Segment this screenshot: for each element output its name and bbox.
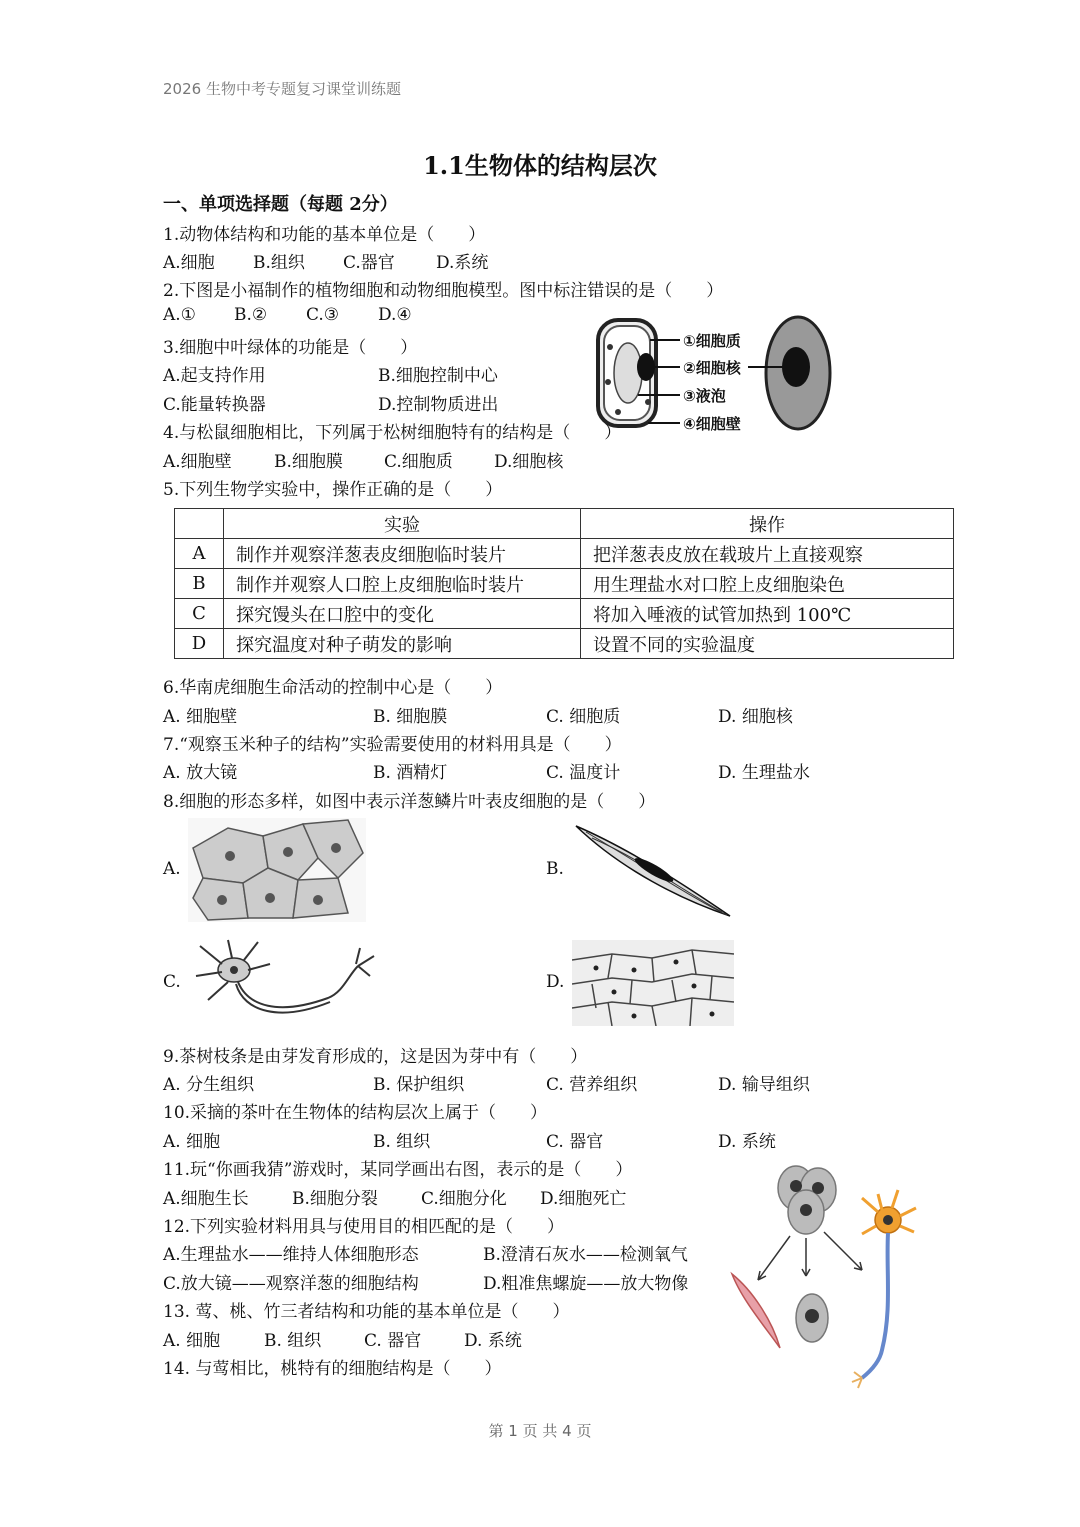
q3-option-c: C.能量转换器 bbox=[163, 395, 266, 415]
q2-stem: 2.下图是小福制作的植物细胞和动物细胞模型。图中标注错误的是（ ） bbox=[163, 281, 724, 301]
q5-stem: 5.下列生物学实验中，操作正确的是（ ） bbox=[163, 480, 503, 500]
q13-option-a: A. 细胞 bbox=[163, 1331, 221, 1351]
cell-differentiation-figure bbox=[722, 1160, 922, 1390]
q3-option-a: A.起支持作用 bbox=[163, 366, 266, 386]
q8-option-d: D. bbox=[546, 972, 565, 992]
q6-option-b: B. 细胞膜 bbox=[373, 707, 448, 727]
table-cell: 将加入唾液的试管加热到 100℃ bbox=[581, 599, 954, 629]
table-cell: 用生理盐水对口腔上皮细胞染色 bbox=[581, 569, 954, 599]
table-header-cell bbox=[175, 509, 224, 539]
q11-stem: 11.玩“你画我猜”游戏时，某同学画出右图，表示的是（ ） bbox=[163, 1160, 633, 1180]
q13-option-b: B. 组织 bbox=[264, 1331, 322, 1351]
table-header-cell: 操作 bbox=[581, 509, 954, 539]
onion-epidermis-image bbox=[572, 940, 734, 1026]
table-cell: 探究温度对种子萌发的影响 bbox=[224, 629, 581, 659]
q9-option-a: A. 分生组织 bbox=[163, 1075, 255, 1095]
q13-option-d: D. 系统 bbox=[464, 1331, 522, 1351]
q11-option-b: B.细胞分裂 bbox=[292, 1189, 378, 1209]
q12-option-a: A.生理盐水——维持人体细胞形态 bbox=[163, 1245, 419, 1265]
table-cell: 探究馒头在口腔中的变化 bbox=[224, 599, 581, 629]
q4-option-a: A.细胞壁 bbox=[163, 452, 232, 472]
q7-option-c: C. 温度计 bbox=[546, 763, 621, 783]
q1-option-c: C.器官 bbox=[343, 253, 395, 273]
q12-option-c: C.放大镜——观察洋葱的细胞结构 bbox=[163, 1274, 419, 1294]
q2-option-c: C.③ bbox=[306, 305, 340, 325]
q11-option-a: A.细胞生长 bbox=[163, 1189, 249, 1209]
table-header-cell: 实验 bbox=[224, 509, 581, 539]
q4-option-b: B.细胞膜 bbox=[274, 452, 343, 472]
q10-stem: 10.采摘的茶叶在生物体的结构层次上属于（ ） bbox=[163, 1103, 548, 1123]
q8-option-b: B. bbox=[546, 859, 564, 879]
table-cell: D bbox=[175, 629, 224, 659]
q8-stem: 8.细胞的形态多样，如图中表示洋葱鳞片叶表皮细胞的是（ ） bbox=[163, 792, 656, 812]
q8-option-a: A. bbox=[163, 859, 181, 879]
q2-option-a: A.① bbox=[163, 305, 196, 325]
cell-label-2: ②细胞核 bbox=[683, 359, 741, 377]
q3-stem: 3.细胞中叶绿体的功能是（ ） bbox=[163, 338, 418, 358]
q10-option-a: A. 细胞 bbox=[163, 1132, 221, 1152]
q6-option-c: C. 细胞质 bbox=[546, 707, 621, 727]
table-row bbox=[175, 539, 954, 569]
q9-option-b: B. 保护组织 bbox=[373, 1075, 465, 1095]
table-row bbox=[175, 629, 954, 659]
q8-option-c: C. bbox=[163, 972, 181, 992]
animal-cell-model bbox=[766, 317, 830, 429]
q7-option-b: B. 酒精灯 bbox=[373, 763, 448, 783]
page-header: 2026 生物中考专题复习课堂训练题 bbox=[163, 80, 401, 98]
table-cell: B bbox=[175, 569, 224, 599]
q9-option-d: D. 输导组织 bbox=[718, 1075, 810, 1095]
q12-option-d: D.粗准焦螺旋——放大物像 bbox=[483, 1274, 689, 1294]
q6-option-d: D. 细胞核 bbox=[718, 707, 793, 727]
plant-cell-model bbox=[598, 320, 656, 426]
cell-label-3: ③液泡 bbox=[683, 387, 726, 405]
page-footer: 第 1 页 共 4 页 bbox=[488, 1422, 592, 1440]
epithelial-cells-image bbox=[188, 818, 366, 922]
q7-option-a: A. 放大镜 bbox=[163, 763, 238, 783]
table-cell: 制作并观察洋葱表皮细胞临时装片 bbox=[224, 539, 581, 569]
table-cell: C bbox=[175, 599, 224, 629]
q10-option-b: B. 组织 bbox=[373, 1132, 431, 1152]
q1-option-a: A.细胞 bbox=[163, 253, 215, 273]
neuron-image bbox=[188, 936, 378, 1028]
table-cell: 制作并观察人口腔上皮细胞临时装片 bbox=[224, 569, 581, 599]
page-title: 1.1生物体的结构层次 bbox=[423, 151, 657, 180]
table-row bbox=[175, 599, 954, 629]
q2-option-d: D.④ bbox=[378, 305, 412, 325]
q1-option-b: B.组织 bbox=[253, 253, 305, 273]
table-cell: A bbox=[175, 539, 224, 569]
q4-option-d: D.细胞核 bbox=[494, 452, 564, 472]
q9-option-c: C. 营养组织 bbox=[546, 1075, 638, 1095]
q2-option-b: B.② bbox=[234, 305, 268, 325]
q14-stem: 14. 与莺相比，桃特有的细胞结构是（ ） bbox=[163, 1359, 502, 1379]
q12-stem: 12.下列实验材料用具与使用目的相匹配的是（ ） bbox=[163, 1217, 565, 1237]
table-cell: 把洋葱表皮放在载玻片上直接观察 bbox=[581, 539, 954, 569]
q12-option-b: B.澄清石灰水——检测氧气 bbox=[483, 1245, 688, 1265]
q4-stem: 4.与松鼠细胞相比，下列属于松树细胞特有的结构是（ ） bbox=[163, 423, 622, 443]
cell-label-4: ④细胞壁 bbox=[683, 415, 741, 433]
experiment-table bbox=[174, 508, 954, 659]
q6-stem: 6.华南虎细胞生命活动的控制中心是（ ） bbox=[163, 678, 503, 698]
q7-option-d: D. 生理盐水 bbox=[718, 763, 810, 783]
q1-option-d: D.系统 bbox=[436, 253, 489, 273]
section-heading: 一、单项选择题（每题 2分） bbox=[163, 194, 398, 215]
table-row bbox=[175, 569, 954, 599]
q3-option-b: B.细胞控制中心 bbox=[378, 366, 498, 386]
q9-stem: 9.茶树枝条是由芽发育形成的，这是因为芽中有（ ） bbox=[163, 1047, 588, 1067]
table-header-row bbox=[175, 509, 954, 539]
q13-stem: 13. 莺、桃、竹三者结构和功能的基本单位是（ ） bbox=[163, 1302, 570, 1322]
cell-label-1: ①细胞质 bbox=[683, 332, 741, 350]
q7-stem: 7.“观察玉米种子的结构”实验需要使用的材料用具是（ ） bbox=[163, 735, 622, 755]
q10-option-d: D. 系统 bbox=[718, 1132, 776, 1152]
q10-option-c: C. 器官 bbox=[546, 1132, 604, 1152]
q11-option-d: D.细胞死亡 bbox=[540, 1189, 627, 1209]
q11-option-c: C.细胞分化 bbox=[421, 1189, 507, 1209]
nerve-cell-shape bbox=[852, 1190, 916, 1388]
muscle-cell-image bbox=[572, 820, 734, 920]
q1-stem: 1.动物体结构和功能的基本单位是（ ） bbox=[163, 225, 486, 245]
q6-option-a: A. 细胞壁 bbox=[163, 707, 238, 727]
table-cell: 设置不同的实验温度 bbox=[581, 629, 954, 659]
muscle-cell-shape bbox=[732, 1274, 780, 1348]
q13-option-c: C. 器官 bbox=[364, 1331, 422, 1351]
q3-option-d: D.控制物质进出 bbox=[378, 395, 499, 415]
q4-option-c: C.细胞质 bbox=[384, 452, 453, 472]
